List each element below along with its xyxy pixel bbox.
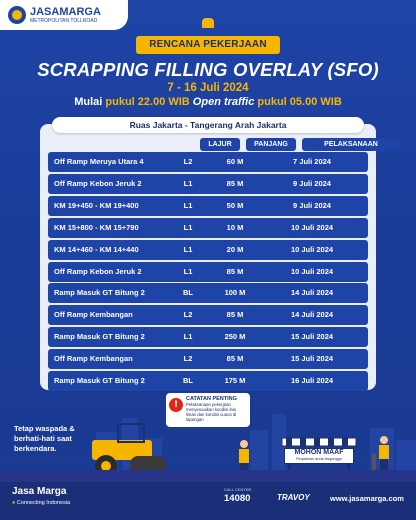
call-center-number[interactable]: 14080 xyxy=(224,493,251,504)
table-row xyxy=(48,196,368,216)
row-length: 60 M xyxy=(226,157,244,166)
table-row xyxy=(48,262,368,282)
row-date: 15 Juli 2024 xyxy=(290,354,334,364)
row-location: Off Ramp Kembangan xyxy=(54,354,133,364)
schedule-start-prefix: Mulai xyxy=(74,96,106,108)
row-length: 85 M xyxy=(226,354,244,364)
note-heading: CATATAN PENTING xyxy=(186,396,237,402)
row-location: KM 14+460 - KM 14+440 xyxy=(54,244,139,254)
row-lane: L1 xyxy=(183,332,193,342)
row-lane: BL xyxy=(183,288,193,298)
row-lane: L1 xyxy=(183,178,193,188)
row-date: 10 Juli 2024 xyxy=(290,244,334,254)
row-location: Ramp Masuk GT Bitung 2 xyxy=(54,288,145,298)
row-date: 16 Juli 2024 xyxy=(290,376,334,385)
row-date: 9 Juli 2024 xyxy=(293,178,331,188)
row-length: 85 M xyxy=(226,310,244,320)
schedule-line xyxy=(0,96,416,108)
table-row xyxy=(48,371,368,391)
row-location: Off Ramp Meruya Utara 4 xyxy=(54,157,144,166)
row-length: 10 M xyxy=(226,222,244,232)
date-range: 7 - 16 Juli 2024 xyxy=(167,82,249,94)
jasamarga-logo-icon xyxy=(8,6,26,24)
footer-brand: Jasa Marga xyxy=(12,486,67,497)
row-date: 10 Juli 2024 xyxy=(290,266,334,276)
row-date: 14 Juli 2024 xyxy=(290,310,334,320)
footer-tagline-text: Connecting Indonesia xyxy=(16,500,71,506)
table-row xyxy=(48,349,368,369)
route-label: Ruas Jakarta - Tangerang Arah Jakarta xyxy=(52,117,364,133)
road xyxy=(0,470,416,482)
row-length: 175 M xyxy=(224,376,246,385)
row-date: 7 Juli 2024 xyxy=(293,157,331,166)
table-row xyxy=(48,327,368,347)
brand-name: JASAMARGA xyxy=(30,5,101,18)
row-location: KM 19+450 - KM 19+400 xyxy=(54,200,139,210)
row-lane: L1 xyxy=(183,222,193,232)
row-location: Off Ramp Kembangan xyxy=(54,310,133,320)
sign-subtitle: Perjalanan anda terganggu xyxy=(296,457,342,461)
row-location: Ramp Masuk GT Bitung 2 xyxy=(54,332,145,342)
row-lane: BL xyxy=(183,376,193,385)
safety-reminder: Tetap waspada & berhati-hati saat berkendara. xyxy=(14,424,75,453)
row-location: Ramp Masuk GT Bitung 2 xyxy=(54,376,145,385)
schedule-open-label: Open traffic xyxy=(189,96,258,108)
table-row xyxy=(48,218,368,238)
row-date: 10 Juli 2024 xyxy=(290,222,334,232)
table-row xyxy=(48,174,368,194)
row-location: KM 15+800 - KM 15+790 xyxy=(54,222,139,232)
table-row xyxy=(48,152,368,172)
sign-title: MOHON MAAF xyxy=(294,449,344,456)
row-lane: L1 xyxy=(183,244,193,254)
row-date: 9 Juli 2024 xyxy=(293,200,331,210)
warning-icon: ! xyxy=(169,398,183,412)
website-link[interactable]: www.jasamarga.com xyxy=(330,494,404,503)
detour-sign xyxy=(278,436,360,470)
row-lane: L2 xyxy=(183,310,193,320)
footer-tagline xyxy=(12,500,70,506)
work-plan-banner: RENCANA PEKERJAAN xyxy=(136,36,280,54)
row-lane: L1 xyxy=(183,266,193,276)
row-location: Off Ramp Kebon Jeruk 2 xyxy=(54,178,142,188)
schedule-start-time: pukul 22.00 WIB xyxy=(105,96,190,108)
row-date: 15 Juli 2024 xyxy=(290,332,334,342)
connect-icon: ● xyxy=(12,500,16,506)
row-length: 100 M xyxy=(224,288,246,298)
header-lane: LAJUR xyxy=(200,138,240,151)
travoy-app-link[interactable]: TRAVOY xyxy=(277,493,310,502)
table-row xyxy=(48,305,368,325)
row-date: 14 Juli 2024 xyxy=(290,288,334,298)
row-length: 50 M xyxy=(226,200,244,210)
warning-light-icon xyxy=(202,18,214,28)
call-center-label: CALL CENTER xyxy=(224,487,252,492)
row-location: Off Ramp Kebon Jeruk 2 xyxy=(54,266,142,276)
row-lane: L2 xyxy=(183,157,193,166)
header-length: PANJANG xyxy=(246,138,296,151)
sign-board xyxy=(284,448,354,464)
row-length: 85 M xyxy=(226,266,244,276)
row-length: 85 M xyxy=(226,178,244,188)
brand-logo xyxy=(0,0,128,30)
note-body: Pelaksanaan pekerjaan menyesuaikan kondisi lalu lintas dan kondisi cuaca di lapangan xyxy=(186,402,237,422)
row-lane: L2 xyxy=(183,354,193,364)
row-length: 20 M xyxy=(226,244,244,254)
row-lane: L1 xyxy=(183,200,193,210)
table-row xyxy=(48,240,368,260)
table-row xyxy=(48,283,368,303)
row-length: 250 M xyxy=(224,332,246,342)
schedule-end-time: pukul 05.00 WIB xyxy=(257,96,342,108)
page-title: SCRAPPING FILLING OVERLAY (SFO) xyxy=(37,59,379,80)
header-schedule: PELAKSANAAN xyxy=(302,138,400,151)
brand-subtitle: METROPOLITAN TOLLROAD xyxy=(30,17,98,24)
